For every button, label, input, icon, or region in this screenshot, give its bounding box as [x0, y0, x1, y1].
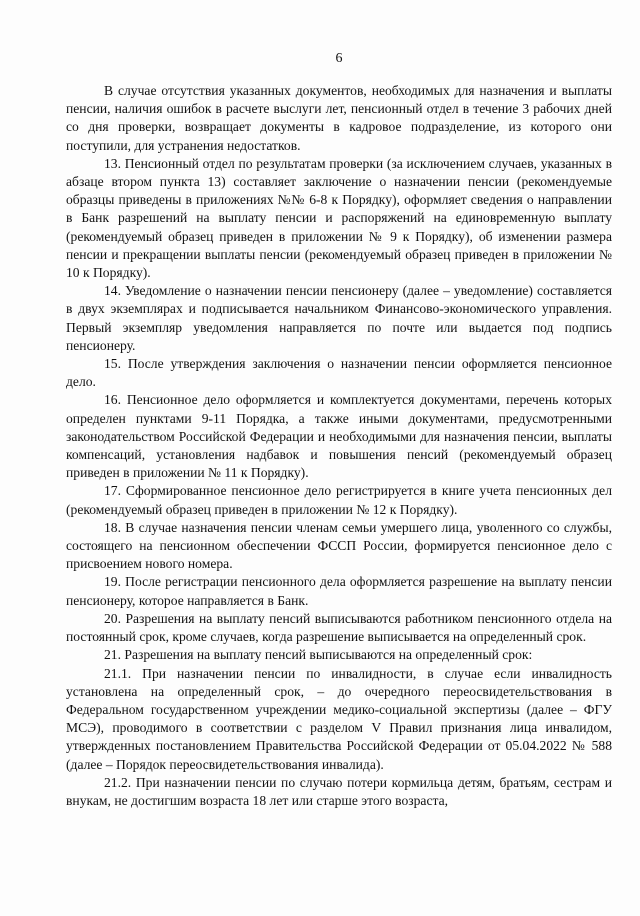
paragraph-15: 15. После утверждения заключения о назначении пенсии оформляется пенсионное дело.	[66, 356, 612, 390]
paragraph-21-1: 21.1. При назначении пенсии по инвалидности, в случае если инвалидность установлена на определенный срок, – до очередного переосвидетельствования в Федеральном государственном учреждении медико-социальной экспертизы (далее – ФГУ МСЭ), проводимого в соответствии с разделом V Правил признания лица инвалидом, утвержденных постановлением Правительства Российской Федерации от 05.04.2022 № 588 (далее – Порядок переосвидетельствования инвалида).	[66, 665, 612, 772]
paragraph-21: 21. Разрешения на выплату пенсий выписываются на определенный срок:	[104, 647, 533, 663]
paragraph-17: 17. Сформированное пенсионное дело регистрируется в книге учета пенсионных дел (рекомендуемый образец приведен в приложении № 12 к Порядку).	[66, 483, 612, 517]
paragraph-13: 13. Пенсионный отдел по результатам проверки (за исключением случаев, указанных в абзаце втором пункта 13) составляет заключение о назначении пенсии (рекомендуемые образцы приведены в приложениях №№ 6-8 к Порядку), оформляет сведения о направлении в Банк разрешений на выплату пенсии и распоряжений на единовременную выплату (рекомендуемый образец приведен в приложении № 9 к Порядку), об изменении размера пенсии и прекращении выплаты пенсии (рекомендуемый образец приведен в приложении № 10 к Порядку).	[66, 155, 612, 281]
paragraph-21-2: 21.2. При назначении пенсии по случаю потери кормильца детям, братьям, сестрам и внукам, не достигшим возраста 18 лет или старше этого возраста,	[66, 774, 612, 808]
paragraph-20: 20. Разрешения на выплату пенсий выписываются работником пенсионного отдела на постоянный срок, кроме случаев, когда разрешение выписывается на определенный срок.	[66, 610, 612, 645]
paragraph-14: 14. Уведомление о назначении пенсии пенсионеру (далее – уведомление) составляется в двух экземплярах и подписывается начальником Финансово-экономического управления. Первый экземпляр уведомления направляется по почте или выдается под подпись пенсионеру.	[66, 283, 612, 353]
paragraph-return-documents: В случае отсутствия указанных документов, необходимых для назначения и выплаты пенсии, наличия ошибок в расчете выслуги лет, пенсионный отдел в течение 3 рабочих дней со дня проверки, возвращает документы в кадровое подразделение, из которого они поступили, для устранения недостатков.	[66, 83, 612, 153]
paragraph-18: 18. В случае назначения пенсии членам семьи умершего лица, уволенного со службы, состоящего на пенсионном обеспечении ФССП России, формируется пенсионное дело с присвоением нового номера.	[66, 519, 612, 572]
page-number: 6	[335, 51, 343, 66]
paragraph-19: 19. После регистрации пенсионного дела оформляется разрешение на выплату пенсии пенсионеру, которое направляется в Банк.	[66, 574, 612, 608]
paragraph-16: 16. Пенсионное дело оформляется и комплектуется документами, перечень которых определен пунктами 9-11 Порядка, а также иными документами, предусмотренными законодательством Российской Федерации и необходимыми для назначения пенсии, выплаты компенсаций, установления надбавок и повышения пенсий (рекомендуемый образец приведен в приложении № 11 к Порядку).	[66, 392, 612, 481]
